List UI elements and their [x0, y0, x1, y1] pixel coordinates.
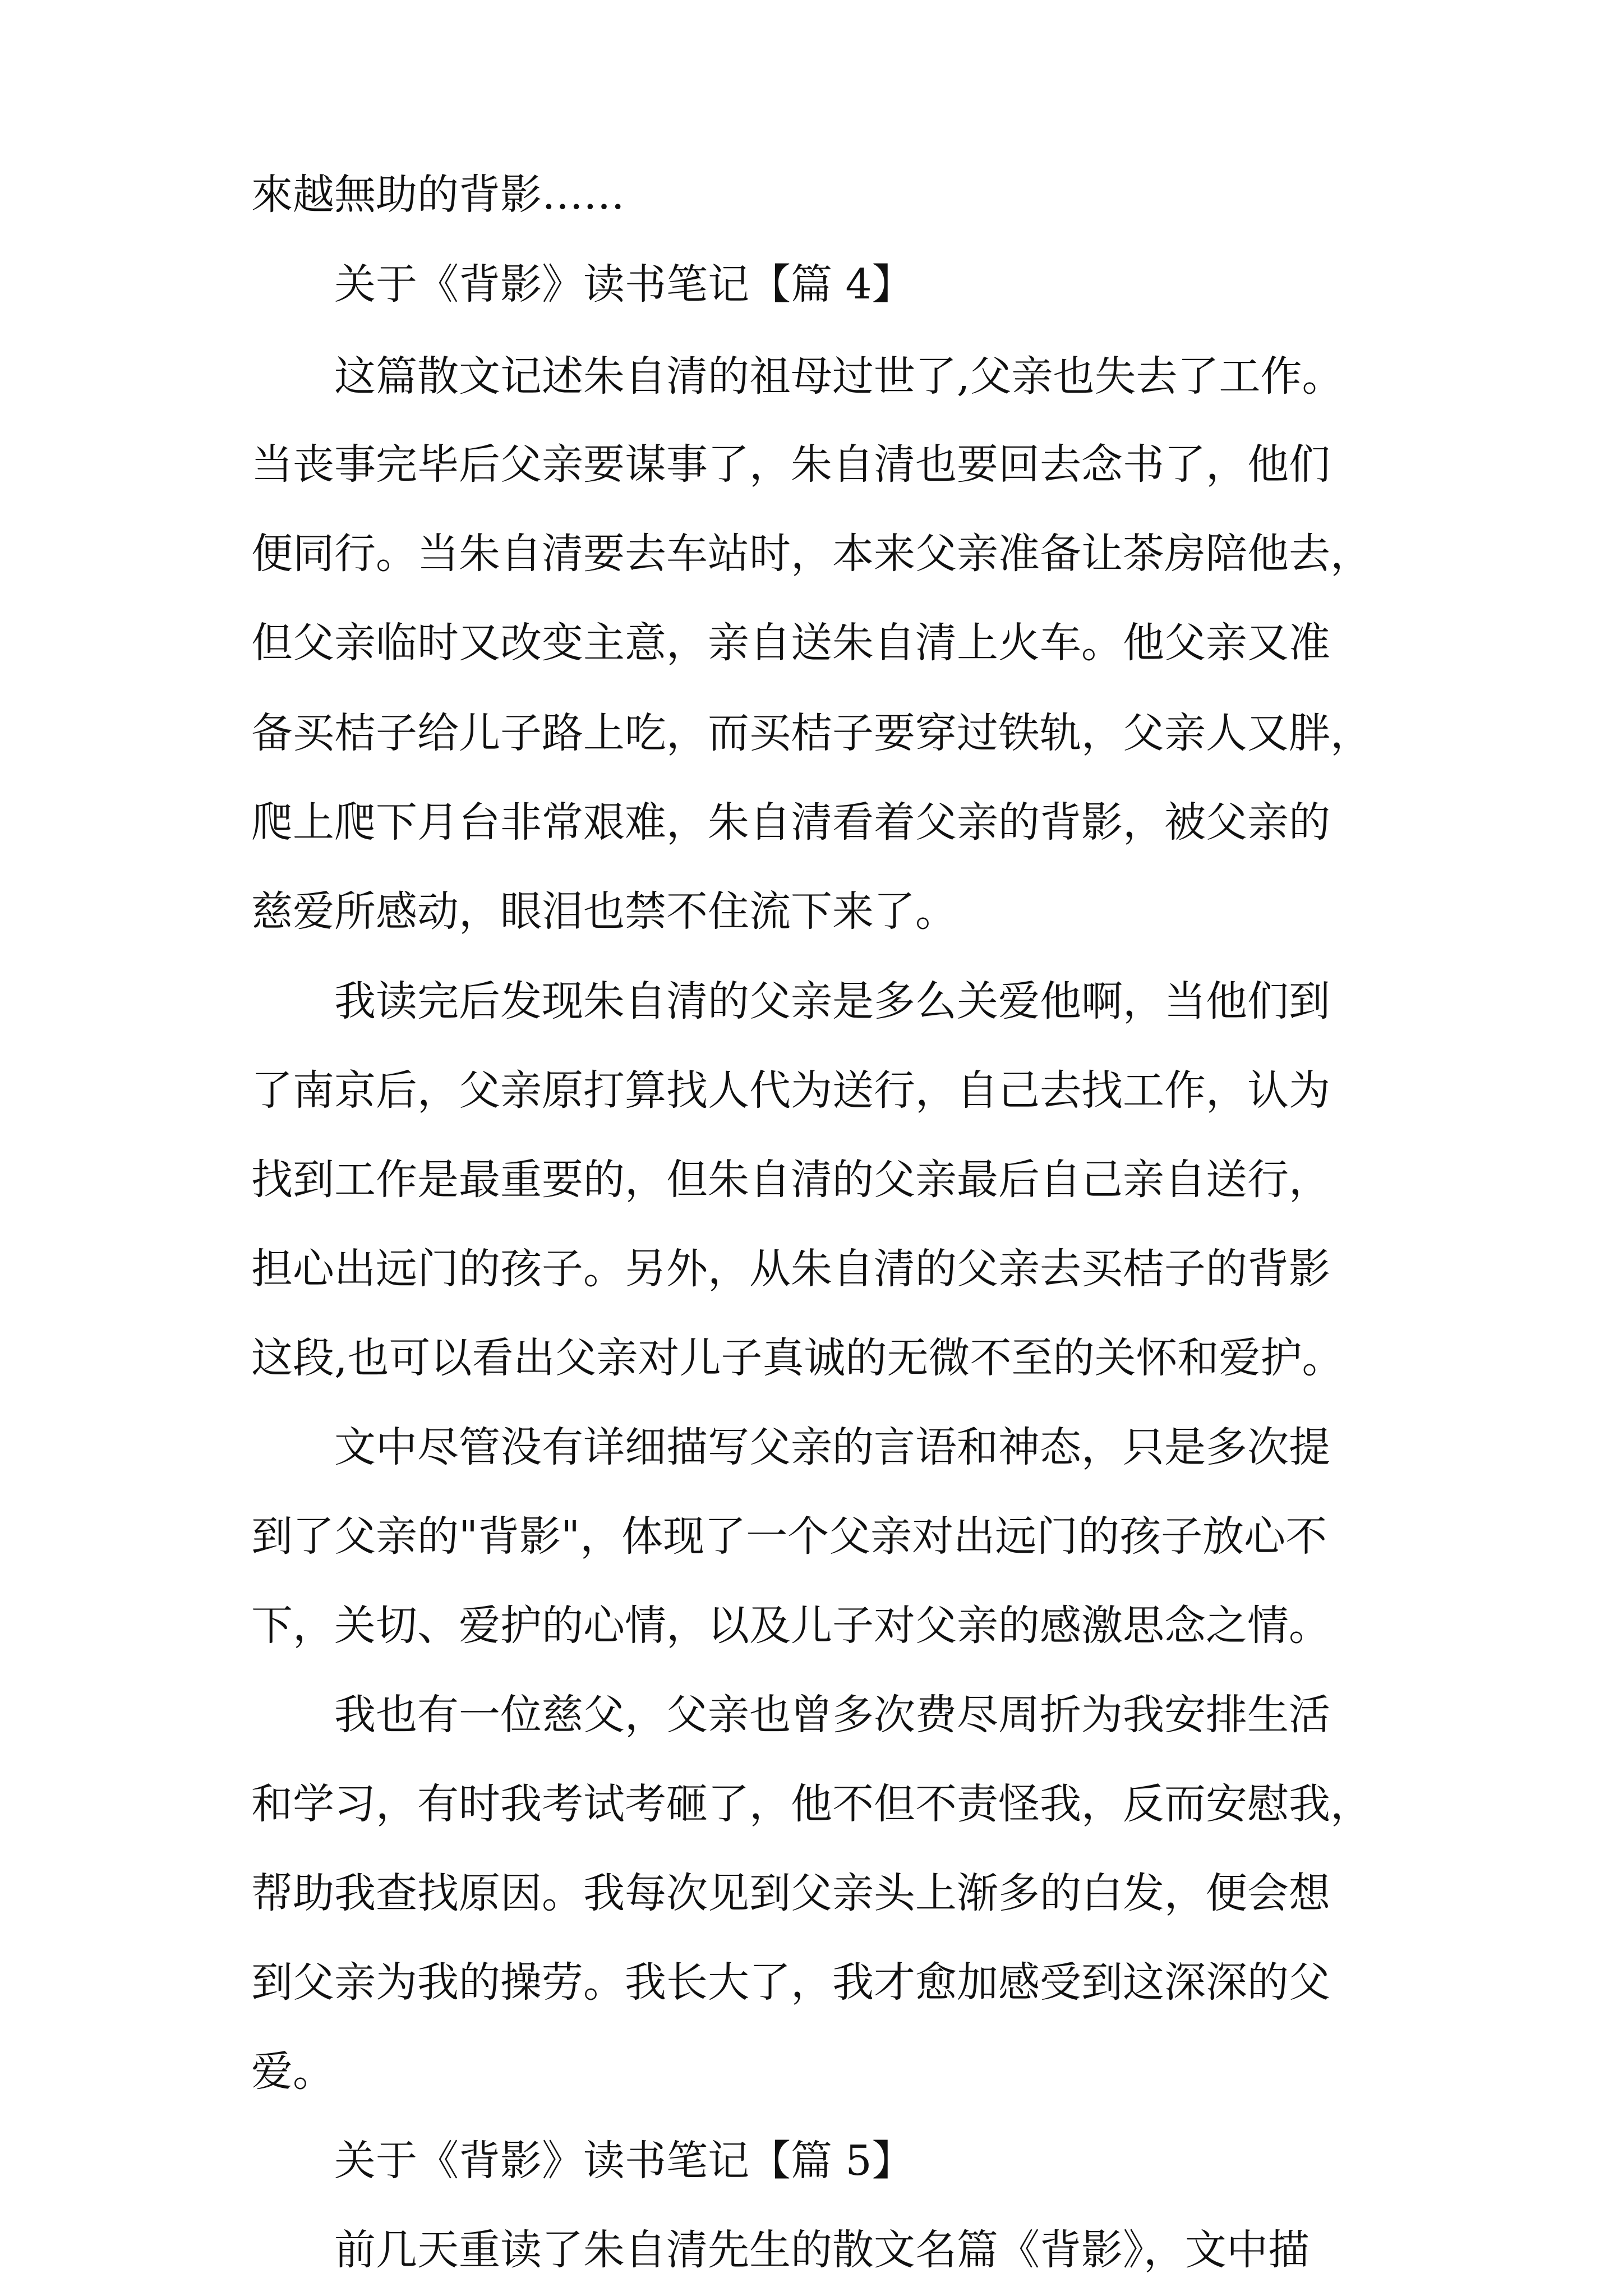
text-line: 到父亲为我的操劳。我长大了，我才愈加感受到这深深的父 — [251, 1958, 1330, 2007]
text-line: 这段,也可以看出父亲对儿子真诚的无微不至的关怀和爱护。 — [251, 1334, 1344, 1382]
text-line: 当丧事完毕后父亲要谋事了，朱自清也要回去念书了，他们 — [251, 440, 1330, 489]
text-line: 和学习，有时我考试考砸了，他不但不责怪我，反而安慰我， — [251, 1780, 1372, 1828]
text-line: 便同行。当朱自清要去车站时，本来父亲准备让茶房陪他去， — [251, 530, 1372, 578]
text-line: 这篇散文记述朱自清的祖母过世了,父亲也失去了工作。 — [334, 352, 1344, 401]
text-line: 前几天重读了朱自清先生的散文名篇《背影》，文中描 — [334, 2226, 1310, 2274]
text-line: 了南京后，父亲原打算找人代为送行，自己去找工作，认为 — [251, 1066, 1330, 1115]
text-line: 我读完后发现朱自清的父亲是多么关爱他啊，当他们到 — [334, 977, 1330, 1025]
section-heading: 关于《背影》读书笔记【篇 5】 — [334, 2137, 914, 2185]
text-line: 我也有一位慈父，父亲也曾多次费尽周折为我安排生活 — [334, 1691, 1330, 1739]
text-line: 文中尽管没有详细描写父亲的言语和神态，只是多次提 — [334, 1423, 1330, 1471]
section-heading: 关于《背影》读书笔记【篇 4】 — [334, 260, 914, 309]
text-line: 担心出远门的孩子。另外，从朱自清的父亲去买桔子的背影 — [251, 1245, 1330, 1293]
text-line: 爱。 — [251, 2047, 334, 2096]
text-line: 到了父亲的"背影"，体现了一个父亲对出远门的孩子放心不 — [251, 1512, 1327, 1561]
text-line: 找到工作是最重要的，但朱自清的父亲最后自己亲自送行， — [251, 1156, 1330, 1204]
text-line: 但父亲临时又改变主意，亲自送朱自清上火车。他父亲又准 — [251, 619, 1330, 667]
text-line: 备买桔子给儿子路上吃，而买桔子要穿过铁轨，父亲人又胖， — [251, 709, 1372, 757]
text-line: 下，关切、爱护的心情，以及儿子对父亲的感激思念之情。 — [251, 1602, 1330, 1650]
text-line: 慈爱所感动，眼泪也禁不住流下来了。 — [251, 887, 957, 936]
text-line: 爬上爬下月台非常艰难，朱自清看着父亲的背影，被父亲的 — [251, 798, 1330, 846]
text-line: 來越無助的背影…… — [251, 171, 625, 219]
text-line: 帮助我查找原因。我每次见到父亲头上渐多的白发，便会想 — [251, 1869, 1330, 1917]
